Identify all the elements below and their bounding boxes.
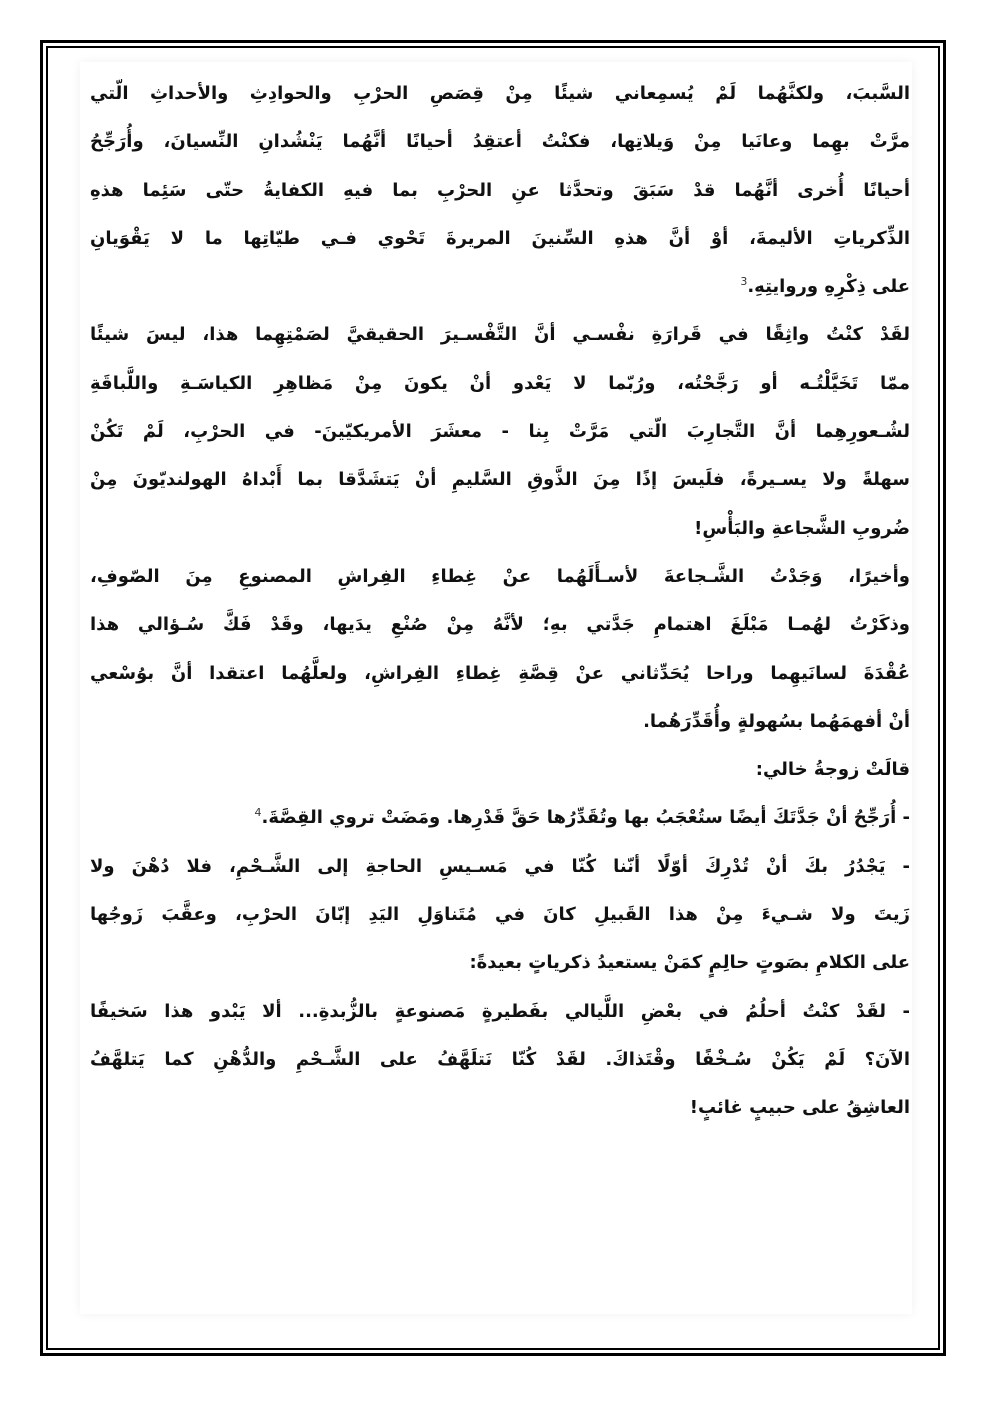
text-line: العاشِقُ على حبيبٍ غائبٍ!	[689, 1097, 910, 1119]
text-line: ممّا تَخَيَّلْتُـه أو رَجَّحْتُه، ورُبّما لا يَعْدو أنْ يكونَ مِنْ مَظاهِرِ الكياسَـةِ واللَّباقَةِ	[90, 372, 910, 394]
text-line: على الكلامِ بصَوتٍ حالِمٍ كمَنْ يستعيدُ ذكرياتٍ بعيدةً:	[469, 952, 910, 974]
text-line: قالَتْ زوجةُ خالي:	[755, 759, 910, 781]
text-line: سهلةً ولا يسـيرةً، فلَيسَ إذًا مِنَ الذَّوقِ السَّليمِ أنْ يَتشَدَّقا بما أَبْداهُ الهولنديّونَ مِنْ	[90, 469, 910, 491]
text-line: الآنَ؟ لَمْ يَكُنْ سُـخْفًا وقْتَذاكَ. لقَدْ كُنّا نَتلَهَّفُ على الشَّـحْمِ والدُّهْنِ كما يَتلهَّفُ	[90, 1048, 910, 1070]
text-line: زَيتَ ولا شـيءَ مِنْ هذا القَبيلِ كانَ في مُتَناوَلِ اليَدِ إبّانَ الحرْبِ، وعقَّبَ زَوجُها	[90, 904, 910, 926]
text-line: لقَدْ كنْتُ واثِقًا في قَرارَةِ نفْسـي أنَّ التَّفْسـيرَ الحقيقيَّ لصَمْتِهِما هذا، ليسَ شيئًا	[90, 324, 910, 346]
text-line: - أُرَجِّحُ أنْ جَدَّتَكَ أيضًا ستُعْجَبُ بها وتُقَدِّرُها حَقَّ قَدْرِها. ومَضَتْ تروي القِصَّةَ.$^4$	[254, 806, 910, 829]
text-line: الذِّكرياتِ الأليمةَ، أوْ أنَّ هذهِ السِّنينَ المريرةَ تَحْوي فـي طيّاتِها ما لا يَقْوَيانِ	[90, 227, 910, 249]
text-line: ضُروبِ الشَّجاعةِ والبَأْسِ!	[694, 517, 910, 539]
text-line: السَّببَ، ولكنَّهُما لَمْ يُسمِعاني شيئًا مِنْ قِصَصِ الحرْبِ والحوادِثِ والأحداثِ الّتي	[90, 83, 910, 104]
text-line: - يَجْدُرُ بكَ أنْ تُدْرِكَ أوّلًا أنّنا كُنّا في مَسـيسِ الحاجةِ إلى الشَّـحْمِ، فلا دُهْنَ ولا	[90, 855, 910, 877]
footnote-marker: 4	[254, 806, 262, 820]
text-line: - لقَدْ كنْتُ أحلُمُ في بعْضِ اللَّيالي بفَطيرةٍ مَصنوعةٍ بالزُّبدةِ... ألا يَبْدو هذا سَخيفًا	[90, 1000, 910, 1022]
text-line: أحيانًا أُخرى أنَّهُما قدْ سَبَقَ وتحدَّثا عنِ الحرْبِ بما فيهِ الكفايةُ حتّى سَئِما هذهِ	[90, 179, 910, 201]
text-line: وأخيرًا، وَجَدْتُ الشَّـجاعةَ لأسـأَلَهُما عنْ غِطاءِ الفِراشِ المصنوعِ مِنَ الصّوفِ،	[90, 565, 910, 587]
text-line: أنْ أفهمَهُما بسُهولةٍ وأُقَدِّرَهُما.	[643, 710, 910, 732]
text-line: وذكَرْتُ لهُمـا مَبْلَغَ اهتمامِ جَدَّتي بهِ؛ لأنَّهُ مِنْ صُنْعِ يدَيها، وقَدْ فَكَّ سُـؤالي هذا	[90, 614, 910, 636]
text-line: على ذِكْرِهِ وروايتِهِ.$^3$	[740, 275, 910, 298]
text-line: مرَّتْ بهِما وعانَيا مِنْ وَيلاتِها، فكنْتُ أعتقِدُ أحيانًا أنَّهُما يَنْشُدانِ النِّسيانَ، وأُرَجِّحُ	[90, 131, 910, 153]
text-line: لشُـعورِهِما أنَّ التَّجارِبَ الّتي مَرَّتْ بِنا - معشَرَ الأمريكيّينَ- في الحرْبِ، لَمْ تَكُنْ	[90, 421, 910, 443]
footnote-marker: 3	[740, 275, 748, 289]
body-text	[90, 70, 910, 1133]
text-line: عُقْدَةَ لسانَيهِما وراحا يُحَدِّثاني عنْ قِصَّةِ غِطاءِ الفِراشِ، ولعلَّهُما اعتقدا أنَّ بوُسْعي	[90, 662, 910, 684]
